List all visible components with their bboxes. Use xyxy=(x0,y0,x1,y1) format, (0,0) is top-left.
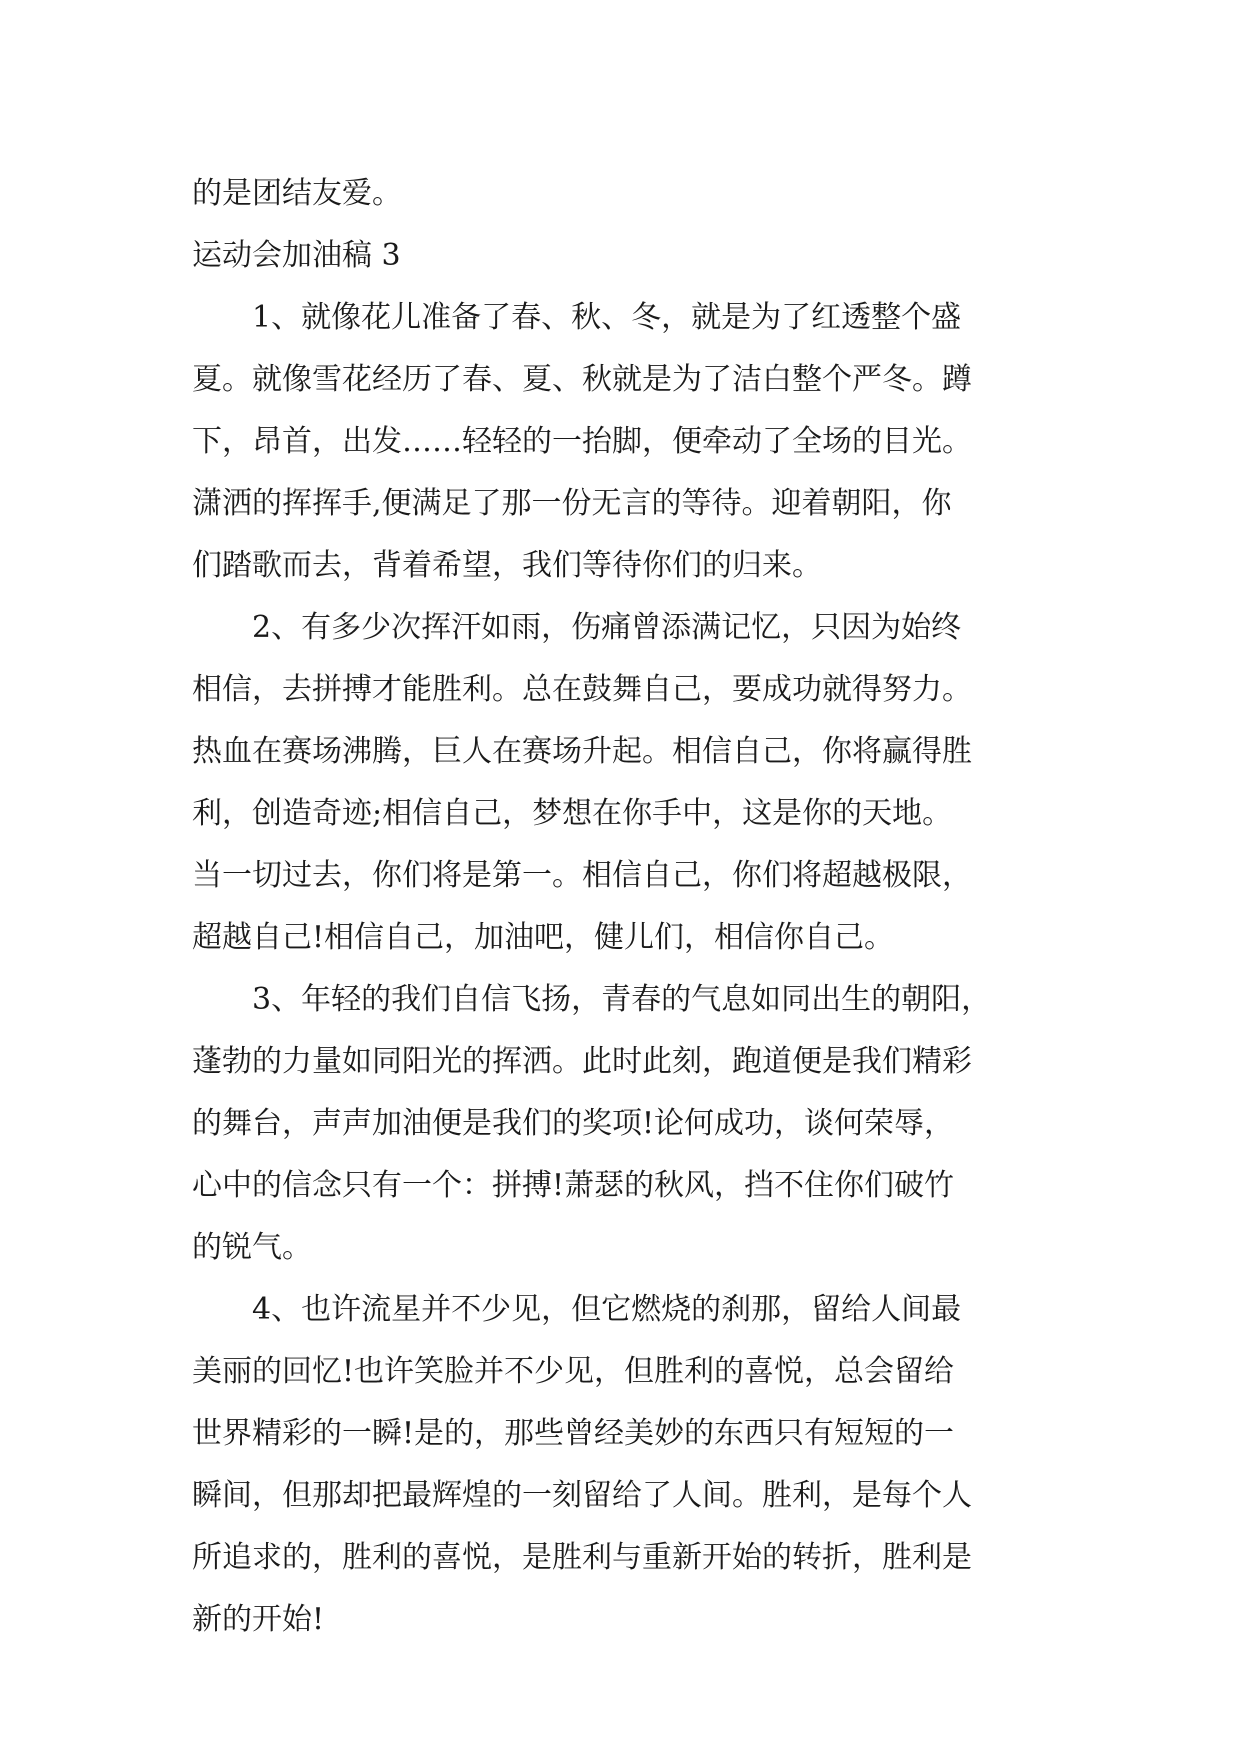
text-line: 相信，去拼搏才能胜利。总在鼓舞自己，要成功就得努力。 xyxy=(192,672,972,707)
document-body xyxy=(192,163,1072,1651)
text-line: 蓬勃的力量如同阳光的挥洒。此时此刻，跑道便是我们精彩 xyxy=(192,1044,972,1079)
paragraph-4-start: 4、也许流星并不少见，但它燃烧的刹那，留给人间最 xyxy=(252,1292,962,1327)
text-line: 世界精彩的一瞬!是的，那些曾经美妙的东西只有短短的一 xyxy=(192,1416,955,1451)
text-line: 新的开始! xyxy=(192,1602,325,1637)
text-line: 热血在赛场沸腾，巨人在赛场升起。相信自己，你将赢得胜 xyxy=(192,734,972,769)
text-line: 夏。就像雪花经历了春、夏、秋就是为了洁白整个严冬。蹲 xyxy=(192,362,972,397)
text-line: 利，创造奇迹;相信自己，梦想在你手中，这是你的天地。 xyxy=(192,796,953,831)
text-line: 当一切过去，你们将是第一。相信自己，你们将超越极限， xyxy=(192,858,972,893)
paragraph-1-start: 1、就像花儿准备了春、秋、冬，就是为了红透整个盛 xyxy=(252,300,962,335)
paragraph-2-start: 2、有多少次挥汗如雨，伤痛曾添满记忆，只因为始终 xyxy=(252,610,962,645)
text-line: 所追求的，胜利的喜悦，是胜利与重新开始的转折，胜利是 xyxy=(192,1540,972,1575)
text-line: 超越自己!相信自己，加油吧，健儿们，相信你自己。 xyxy=(192,920,895,955)
text-line: 们踏歌而去，背着希望，我们等待你们的归来。 xyxy=(192,548,822,583)
section-heading: 运动会加油稿 3 xyxy=(192,238,401,273)
text-line: 潇洒的挥挥手,便满足了那一份无言的等待。迎着朝阳，你 xyxy=(192,486,952,521)
paragraph-3-start: 3、年轻的我们自信飞扬，青春的气息如同出生的朝阳， xyxy=(252,982,992,1017)
text-line: 的是团结友爱。 xyxy=(192,176,402,211)
text-line: 的舞台，声声加油便是我们的奖项!论何成功，谈何荣辱， xyxy=(192,1106,955,1141)
text-line: 瞬间，但那却把最辉煌的一刻留给了人间。胜利，是每个人 xyxy=(192,1478,972,1513)
text-line: 心中的信念只有一个：拼搏!萧瑟的秋风，挡不住你们破竹 xyxy=(192,1168,955,1203)
text-line: 美丽的回忆!也许笑脸并不少见，但胜利的喜悦，总会留给 xyxy=(192,1354,955,1389)
text-line: 下，昂首，出发……轻轻的一抬脚，便牵动了全场的目光。 xyxy=(192,424,972,459)
text-line: 的锐气。 xyxy=(192,1230,312,1265)
